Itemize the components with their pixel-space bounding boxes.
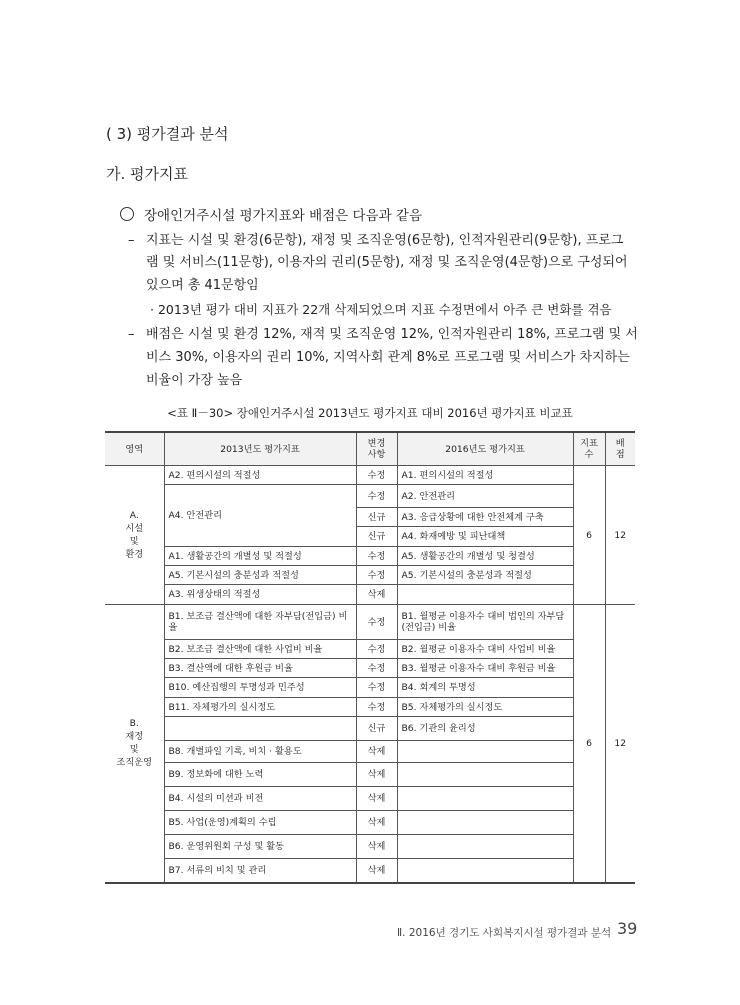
header-area: 영역 (105, 432, 164, 466)
paragraph-line: 배점은 시설 및 환경 12%, 재적 및 조직운영 12%, 인적자원관리 18%, 프로그램 및 서 (146, 327, 638, 342)
change-type: 삭제 (356, 811, 397, 835)
indicator-2013: A4. 안전관리 (164, 485, 356, 547)
indicator-2013: A3. 위생상태의 적절성 (164, 585, 356, 605)
area-b-label: B. 재정 및 조직운영 (105, 605, 164, 883)
table-row (105, 605, 635, 640)
indicator-2013: B9. 정보화에 대한 노력 (164, 763, 356, 787)
change-type: 수정 (356, 678, 397, 698)
table-header-row (105, 432, 635, 466)
indicator-2013: A2. 편의시설의 적절성 (164, 466, 356, 485)
header-score: 배 점 (605, 432, 635, 466)
indicator-2016 (397, 741, 573, 763)
change-type: 신규 (356, 508, 397, 527)
change-type: 삭제 (356, 787, 397, 811)
comparison-table (105, 431, 635, 884)
change-type: 신규 (356, 527, 397, 547)
paragraph-line: 비스 30%, 이용자의 권리 10%, 지역사회 관계 8%로 프로그램 및 서비스가 차지하는 (146, 350, 630, 365)
change-type: 신규 (356, 717, 397, 741)
indicator-2016: A3. 응급상황에 대한 안전체계 구축 (397, 508, 573, 527)
table-row (105, 859, 635, 883)
indicator-2013 (164, 717, 356, 741)
sub-bullet: · 2013년 평가 대비 지표가 22개 삭제되었으며 지표 수정면에서 아주 큰 변화를 겪음 (150, 302, 612, 317)
paragraph-line: 비율이 가장 높음 (146, 373, 243, 388)
indicator-2016: B5. 자체평가의 실시정도 (397, 698, 573, 717)
change-type: 삭제 (356, 835, 397, 859)
table-row (105, 585, 635, 605)
circle-bullet-icon (120, 207, 134, 221)
table-row (105, 717, 635, 741)
indicator-2016: B3. 월평균 이용자수 대비 후원금 비율 (397, 659, 573, 678)
table-row (105, 566, 635, 585)
subsection-heading: 가. 평가지표 (106, 165, 188, 183)
table-row (105, 811, 635, 835)
header-change: 변경 사항 (356, 432, 397, 466)
change-type: 수정 (356, 566, 397, 585)
indicator-2016 (397, 835, 573, 859)
change-type: 수정 (356, 485, 397, 508)
indicator-2016: B6. 기관의 윤리성 (397, 717, 573, 741)
area-b-score: 12 (605, 605, 635, 883)
paragraph-line: 램 및 서비스(11문항), 이용자의 권리(5문항), 재정 및 조직운영(4문항)으로 구성되어 (146, 255, 628, 270)
change-type: 수정 (356, 659, 397, 678)
indicator-2016: A2. 안전관리 (397, 485, 573, 508)
indicator-2013: B7. 서류의 비치 및 관리 (164, 859, 356, 883)
indicator-2013: B11. 자체평가의 실시정도 (164, 698, 356, 717)
indicator-2013: B5. 사업(운영)계획의 수립 (164, 811, 356, 835)
change-type: 삭제 (356, 585, 397, 605)
header-2016: 2016년도 평가지표 (397, 432, 573, 466)
area-a-score: 12 (605, 466, 635, 605)
header-2013: 2013년도 평가지표 (164, 432, 356, 466)
paragraph-line: 지표는 시설 및 환경(6문항), 재정 및 조직운영(6문항), 인적자원관리(9문항), 프로그 (146, 233, 624, 248)
indicator-2013: B10. 예산집행의 투명성과 민주성 (164, 678, 356, 698)
indicator-2016: A1. 편의시설의 적절성 (397, 466, 573, 485)
change-type: 삭제 (356, 763, 397, 787)
indicator-2013: A5. 기본시설의 충분성과 적절성 (164, 566, 356, 585)
table-row (105, 547, 635, 566)
change-type: 수정 (356, 605, 397, 640)
table-row (105, 678, 635, 698)
table-row (105, 763, 635, 787)
indicator-2016: A5. 기본시설의 충분성과 적절성 (397, 566, 573, 585)
indicator-2013: B8. 개별파일 기록, 비치 · 활용도 (164, 741, 356, 763)
area-a-count: 6 (573, 466, 605, 605)
indicator-2013: B3. 결산액에 대한 후원금 비율 (164, 659, 356, 678)
indicator-2016 (397, 763, 573, 787)
indicator-2016: A5. 생활공간의 개별성 및 청결성 (397, 547, 573, 566)
indicator-2013: B2. 보조금 결산액에 대한 사업비 비율 (164, 640, 356, 659)
table-caption: <표 Ⅱ－30> 장애인거주시설 2013년도 평가지표 대비 2016년 평가지표 비교표 (167, 406, 573, 420)
table-row (105, 787, 635, 811)
change-type: 삭제 (356, 741, 397, 763)
paragraph-line: 있으며 총 41문항임 (146, 278, 259, 293)
change-type: 삭제 (356, 859, 397, 883)
indicator-2016: B4. 회계의 투명성 (397, 678, 573, 698)
indicator-2016: A4. 화재예방 및 피난대책 (397, 527, 573, 547)
indicator-2016 (397, 787, 573, 811)
table-row (105, 640, 635, 659)
indicator-2016 (397, 859, 573, 883)
header-count: 지표 수 (573, 432, 605, 466)
dash-marker: – (128, 327, 135, 342)
indicator-2013: B1. 보조금 결산액에 대한 자부담(전입금) 비율 (164, 605, 356, 640)
table-row (105, 698, 635, 717)
indicator-2013: A1. 생활공간의 개별성 및 적절성 (164, 547, 356, 566)
change-type: 수정 (356, 466, 397, 485)
indicator-2016: B1. 월평균 이용자수 대비 법인의 자부담(전입금) 비율 (397, 605, 573, 640)
main-bullet-text: 장애인거주시설 평가지표와 배점은 다음과 같음 (144, 208, 422, 224)
change-type: 수정 (356, 640, 397, 659)
indicator-2016 (397, 811, 573, 835)
section-heading: ( 3) 평가결과 분석 (106, 125, 229, 143)
indicator-2016 (397, 585, 573, 605)
page-number: 39 (617, 919, 638, 938)
table-row (105, 741, 635, 763)
area-a-label: A. 시설 및 환경 (105, 466, 164, 605)
table-row (105, 835, 635, 859)
table-row (105, 485, 635, 508)
main-bullet (120, 204, 422, 224)
indicator-2013: B4. 시설의 미션과 비전 (164, 787, 356, 811)
table-row (105, 659, 635, 678)
footer-chapter: Ⅱ. 2016년 경기도 사회복지시설 평가결과 분석 (397, 927, 612, 939)
table-row (105, 466, 635, 485)
change-type: 수정 (356, 698, 397, 717)
change-type: 수정 (356, 547, 397, 566)
indicator-2016: B2. 월평균 이용자수 대비 사업비 비율 (397, 640, 573, 659)
indicator-2013: B6. 운영위원회 구성 및 활동 (164, 835, 356, 859)
area-b-count: 6 (573, 605, 605, 883)
dash-marker: – (128, 233, 135, 248)
